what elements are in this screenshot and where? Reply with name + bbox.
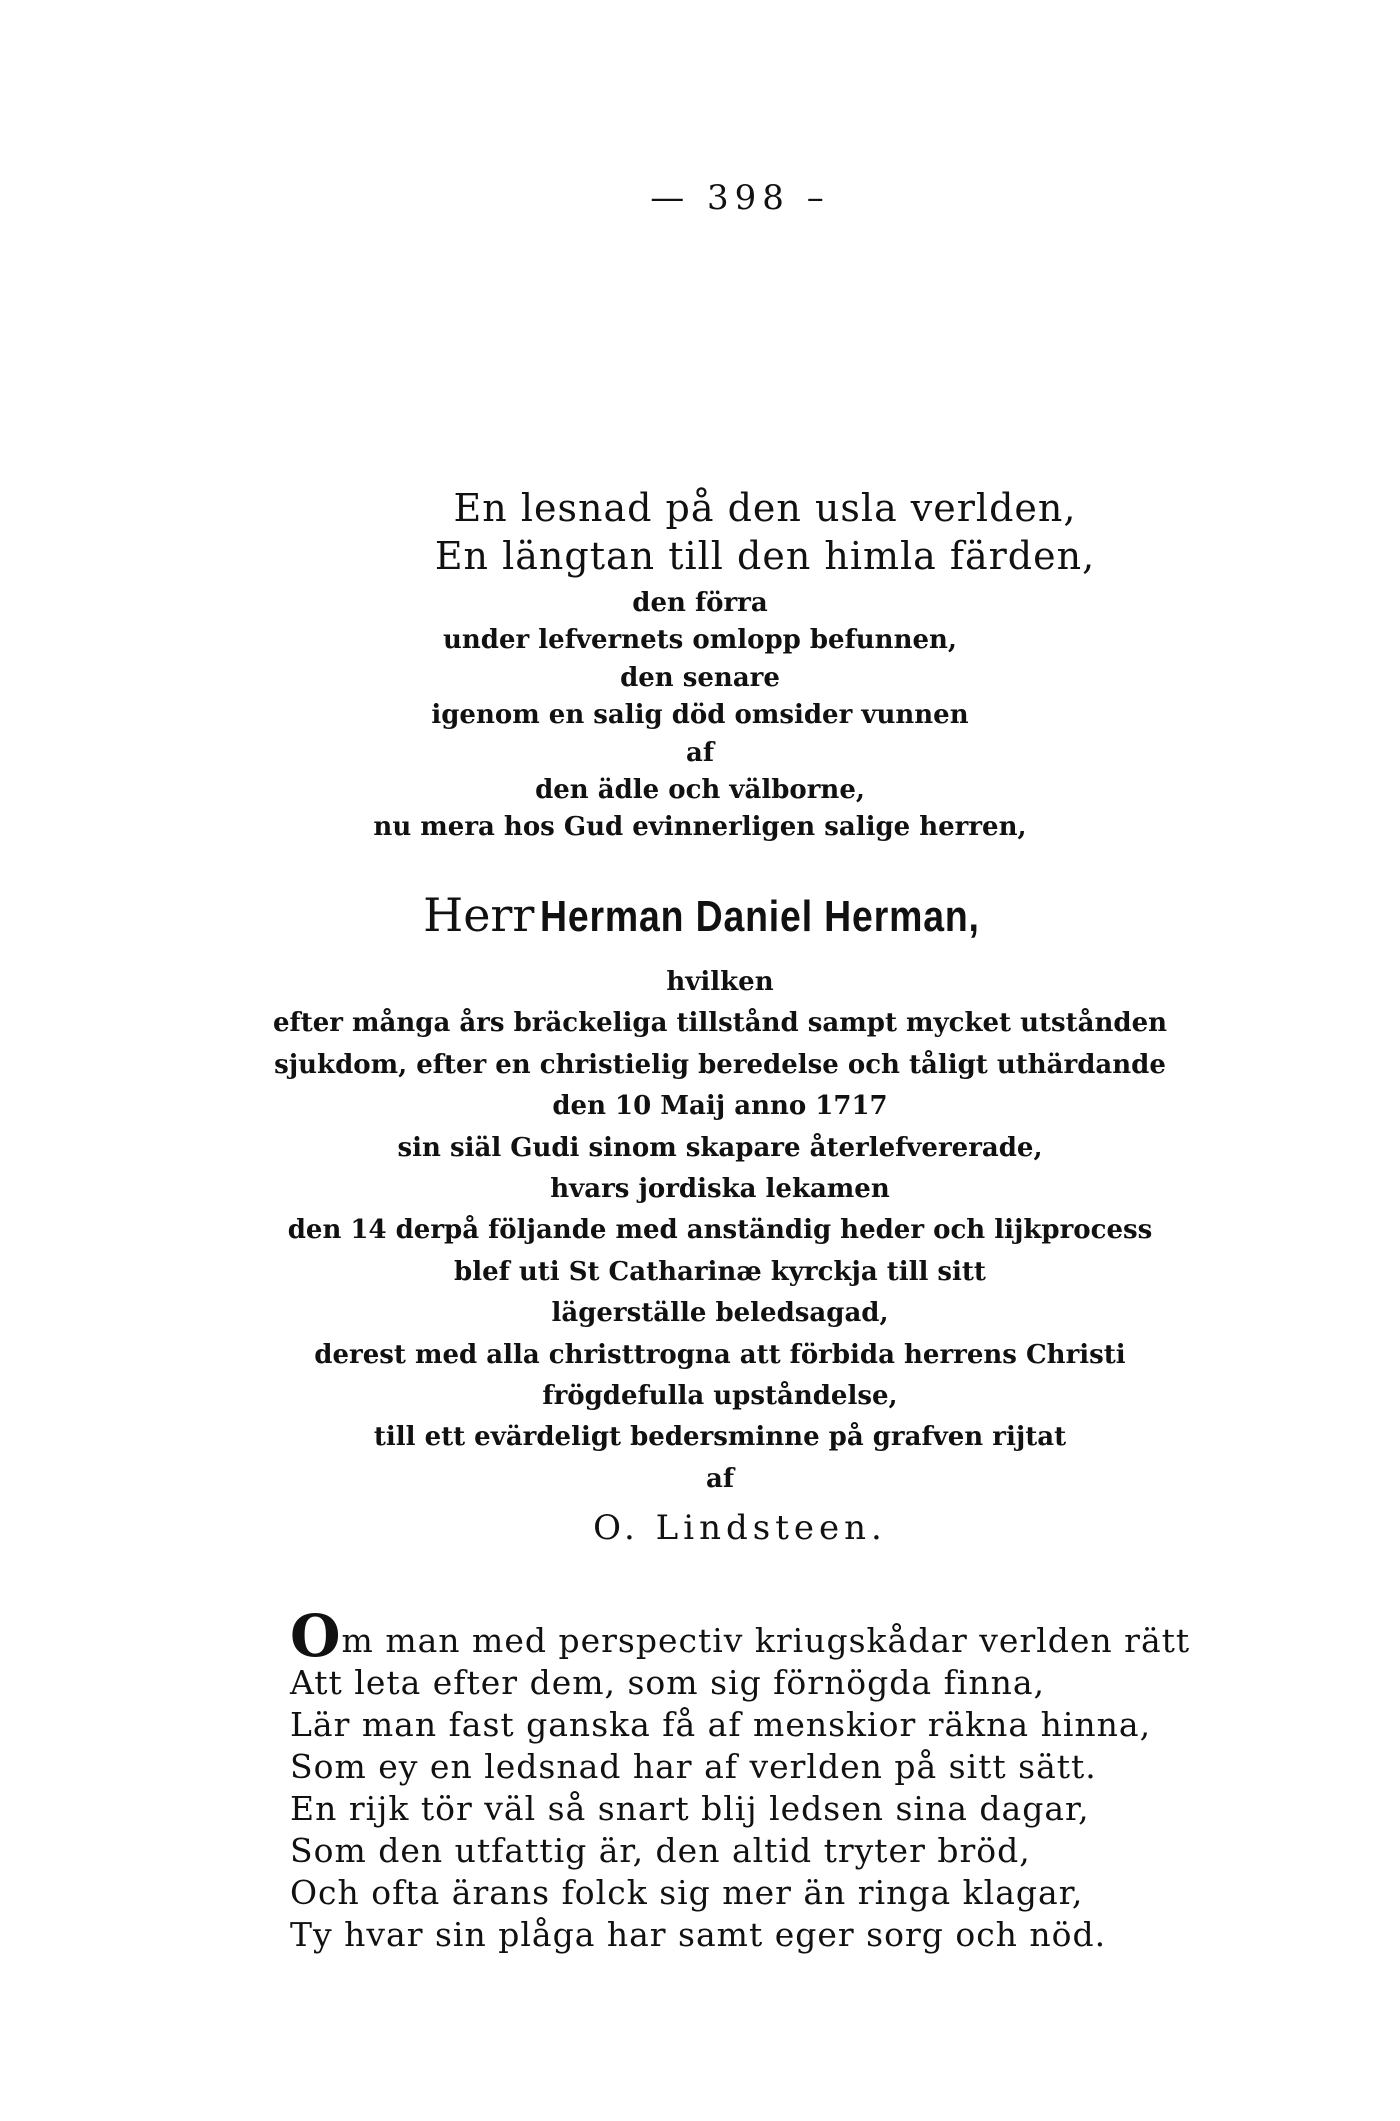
- drop-cap: O: [290, 1602, 342, 1670]
- heading-line: den förra: [632, 588, 768, 618]
- name-prefix: Herr: [423, 888, 535, 942]
- poem-line: Som ey en ledsnad har af verlden på sitt sätt.: [290, 1747, 1097, 1786]
- heading-line: af: [685, 737, 715, 768]
- body-line: sin siäl Gudi sinom skapare återlefvererade,: [397, 1132, 1043, 1163]
- body-line: efter många års bräckeliga tillstånd sampt mycket utstånden: [272, 1008, 1168, 1039]
- dedication-body: [0, 962, 1400, 1500]
- honoree-name: [40, 888, 1400, 942]
- poem-line: Att leta efter dem, som sig förnögda finna,: [290, 1663, 1046, 1702]
- body-line: lägerställe beledsagad,: [551, 1298, 889, 1329]
- dedication-heading: [0, 585, 1400, 847]
- body-line: hvars jordiska lekamen: [550, 1174, 890, 1205]
- title-line: En lesnad på den usla verlden,: [453, 486, 1077, 530]
- heading-line: igenom en salig död omsider vunnen: [431, 700, 969, 731]
- poem-line: Som den utfattig är, den altid tryter bröd,: [290, 1831, 1031, 1870]
- body-line: frögdefulla upståndelse,: [542, 1381, 898, 1412]
- poem: [290, 1602, 1290, 1956]
- body-line: blef uti St Catharinæ kyrckja till sitt: [454, 1256, 986, 1287]
- poem-line: En rijk tör väl så snart blij ledsen sina dagar,: [290, 1789, 1090, 1828]
- body-line: derest med alla christtrogna att förbida herrens Christi: [314, 1339, 1126, 1370]
- poem-line: Och ofta ärans folck sig mer än ringa klagar,: [290, 1873, 1084, 1912]
- body-line: den 14 derpå följande med anständig heder och lijkprocess: [287, 1215, 1153, 1246]
- body-line: sjukdom, efter en christielig beredelse och tåligt uthärdande: [274, 1049, 1166, 1080]
- poem-line: [290, 1602, 1290, 1670]
- body-line: den 10 Maij anno 1717: [552, 1091, 888, 1122]
- name-full: Herman Daniel Herman,: [539, 892, 980, 941]
- poem-first-line: m man med perspectiv kriugskådar verlden rätt: [341, 1621, 1191, 1660]
- author-signature: O. Lindsteen.: [593, 1508, 887, 1548]
- body-line: hvilken: [666, 967, 774, 997]
- poem-line: Lär man fast ganska få af menskior räkna hinna,: [290, 1705, 1152, 1744]
- body-line: till ett evärdeligt bedersminne på grafven rijtat: [373, 1422, 1067, 1453]
- title-block: [0, 484, 1400, 580]
- title-line: En längtan till den himla färden,: [434, 534, 1096, 578]
- heading-line: den ädle och välborne,: [535, 775, 865, 806]
- poem-line: Ty hvar sin plåga har samt eger sorg och nöd.: [290, 1915, 1107, 1954]
- page-number: — 398 –: [650, 178, 830, 218]
- heading-line: under lefvernets omlopp befunnen,: [443, 625, 957, 656]
- body-line: af: [705, 1463, 735, 1494]
- heading-line: den senare: [620, 662, 780, 693]
- heading-line: nu mera hos Gud evinnerligen salige herren,: [373, 812, 1027, 843]
